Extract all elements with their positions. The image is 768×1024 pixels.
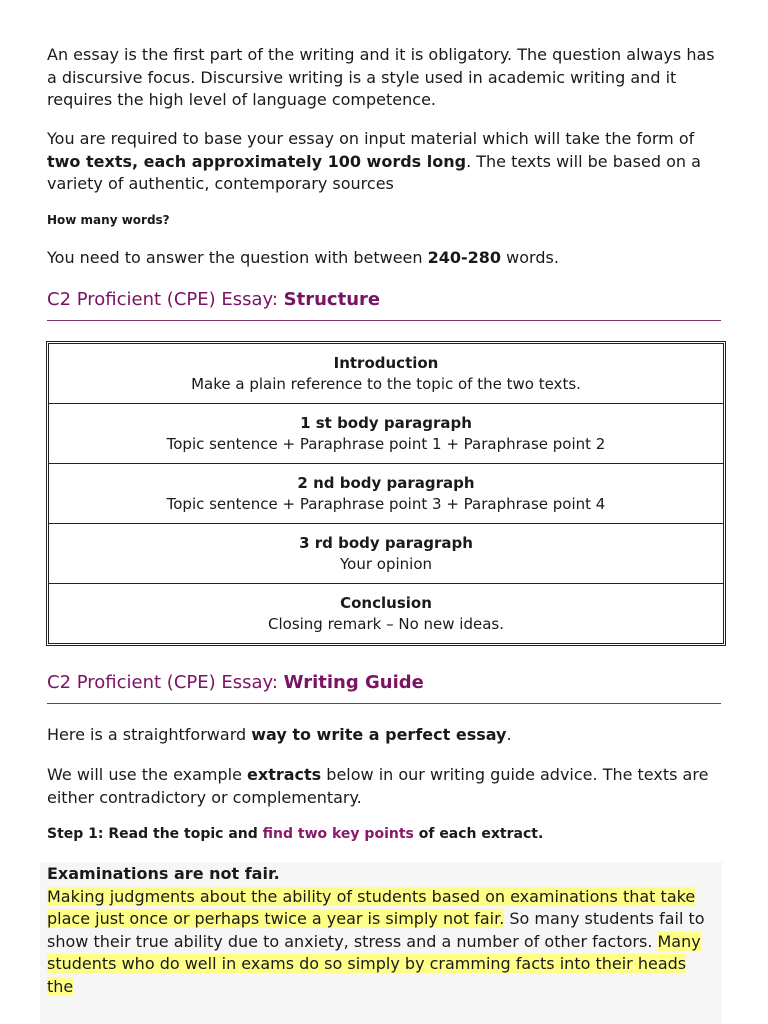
row-description: Topic sentence + Paraphrase point 1 + Paraphrase point 2 xyxy=(166,434,606,453)
table-cell xyxy=(49,403,723,463)
row-description: Your opinion xyxy=(339,554,432,573)
word-count-text: You need to answer the question with between xyxy=(47,248,428,267)
intro-paragraph-1: An essay is the first part of the writing and it is obligatory. The question always has a discursive focus. Discursive writing is a style used in academic writing and it requires the high level of language competence. xyxy=(47,45,715,109)
guide-p2-bold: extracts xyxy=(247,765,322,784)
row-description: Closing remark – No new ideas. xyxy=(268,614,504,633)
table-row xyxy=(49,344,723,403)
row-title: 1 st body paragraph xyxy=(300,413,472,432)
row-title: Introduction xyxy=(333,353,439,372)
table-cell xyxy=(49,463,723,523)
structure-heading xyxy=(47,289,721,321)
step-accent: find two key points xyxy=(262,826,414,842)
row-title: Conclusion xyxy=(340,593,432,612)
table-row xyxy=(49,583,723,643)
intro-p2-bold: two texts, each approximately 100 words long xyxy=(47,151,467,171)
guide-heading-prefix: C2 Proficient (CPE) Essay: xyxy=(47,672,284,693)
step-rest: of each extract. xyxy=(413,826,544,842)
extract-text: So many students fail to show their true ability due to anxiety, stress and a number of other factors. xyxy=(47,909,705,951)
word-count-rest: words. xyxy=(501,248,559,267)
structure-heading-bold: Structure xyxy=(283,289,381,310)
step-1-instruction xyxy=(47,826,543,842)
intro-p2-rest: . The texts will be based on a variety of authentic, contemporary sources xyxy=(47,151,701,193)
guide-p1-bold: way to write a perfect essay xyxy=(251,725,507,744)
writing-guide-heading xyxy=(47,672,721,704)
guide-heading-bold: Writing Guide xyxy=(283,672,424,693)
table-cell xyxy=(49,523,723,583)
structure-table xyxy=(46,341,726,646)
table-row xyxy=(49,463,723,523)
guide-p1-rest: . xyxy=(506,725,512,744)
intro-p2-text: You are required to base your essay on input material which will take the form of xyxy=(47,129,695,148)
row-title: 3 rd body paragraph xyxy=(299,533,473,552)
highlighted-key-point-2: Many students who do well in exams do so simply by cramming facts into their heads the xyxy=(47,931,701,996)
highlighted-key-point-1: Making judgments about the ability of students based on examinations that take place just once or perhaps twice a year is simply not fair. xyxy=(47,886,696,928)
structure-heading-prefix: C2 Proficient (CPE) Essay: xyxy=(47,289,284,310)
step-text: Step 1: Read the topic and xyxy=(47,826,263,842)
row-description: Make a plain reference to the topic of the two texts. xyxy=(191,374,581,393)
intro-paragraph-2 xyxy=(47,128,727,196)
row-description: Topic sentence + Paraphrase point 3 + Paraphrase point 4 xyxy=(166,494,606,513)
table-row xyxy=(49,403,723,463)
extract-content xyxy=(40,863,722,998)
guide-p1-text: Here is a straightforward xyxy=(47,725,252,744)
word-count-bold: 240-280 xyxy=(427,248,502,267)
word-count-paragraph xyxy=(47,247,727,270)
guide-p2-rest: below in our writing guide advice. The texts are either contradictory or complementary. xyxy=(47,765,709,807)
extract-title: Examinations are not fair. xyxy=(47,864,280,883)
guide-paragraph-2 xyxy=(47,764,727,809)
guide-p2-text: We will use the example xyxy=(47,765,248,784)
how-many-words-label: How many words? xyxy=(47,213,170,227)
table-cell xyxy=(49,344,723,403)
table-cell xyxy=(49,583,723,643)
guide-paragraph-1 xyxy=(47,724,727,747)
row-title: 2 nd body paragraph xyxy=(297,473,475,492)
table-row xyxy=(49,523,723,583)
extract-box xyxy=(40,862,722,1024)
